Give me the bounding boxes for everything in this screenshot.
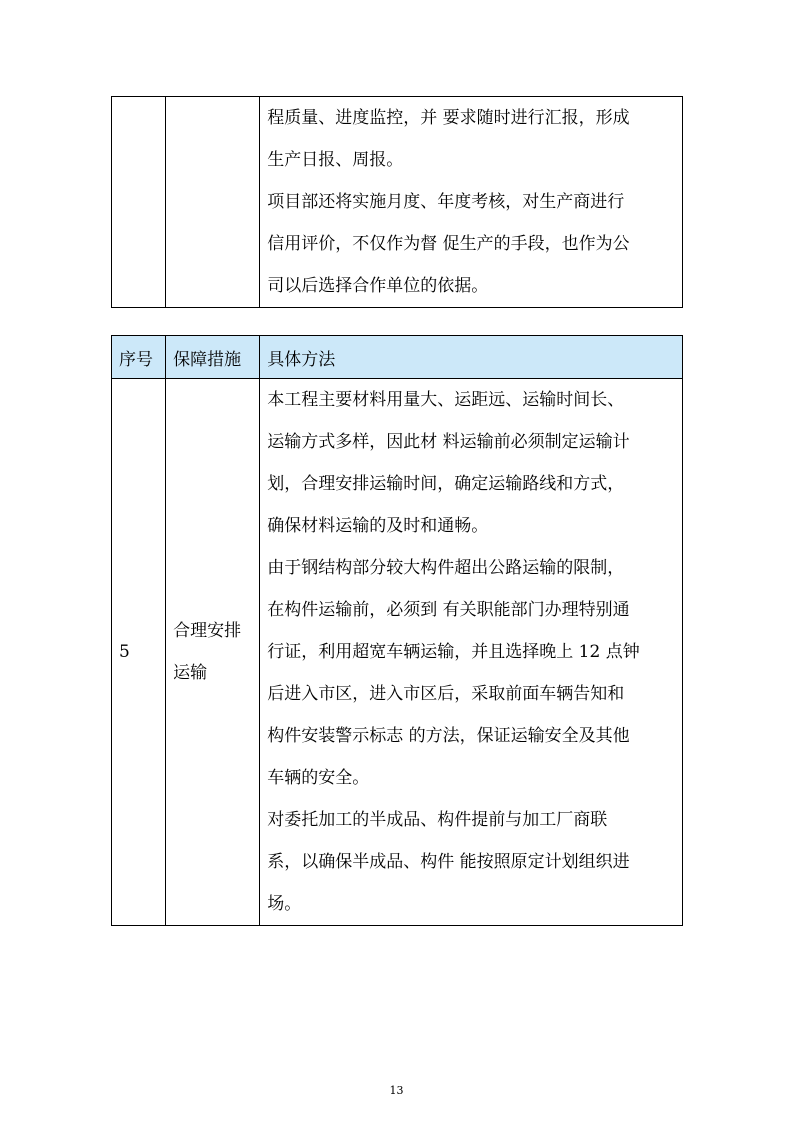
method-line: 后进入市区，进入市区后，采取前面车辆告知和 [267, 684, 625, 704]
method-line: 系，以确保半成品、构件 能按照原定计划组织进 [267, 852, 630, 872]
method-line: 本工程主要材料用量大、运距远、运输时间长、 [267, 390, 625, 410]
method-line: 行证，利用超宽车辆运输，并且选择晚上 12 点钟 [267, 642, 640, 662]
method-line: 信用评价，不仅作为督 促生产的手段，也作为公 [267, 234, 630, 254]
method-line: 由于钢结构部分较大构件超出公路运输的限制， [267, 558, 625, 578]
method-cell [260, 97, 683, 308]
page-number: 13 [389, 1084, 404, 1097]
method-line: 项目部还将实施月度、年度考核，对生产商进行 [267, 192, 625, 212]
method-line: 生产日报、周报。 [267, 150, 404, 170]
measure-line: 运输 [173, 663, 208, 683]
method-cell [260, 379, 683, 926]
method-line: 构件安装警示标志 的方法，保证运输安全及其他 [267, 726, 630, 746]
measure-cell [166, 97, 260, 308]
continued-table [111, 96, 683, 308]
method-line: 车辆的安全。 [267, 768, 370, 788]
method-line: 确保材料运输的及时和通畅。 [267, 516, 489, 536]
table-header-row [112, 336, 683, 379]
measures-table [111, 335, 683, 926]
measure-cell [166, 379, 260, 926]
header-method: 具体方法 [260, 336, 683, 379]
number-cell: 5 [112, 379, 166, 926]
method-line: 对委托加工的半成品、构件提前与加工厂商联 [267, 810, 608, 830]
method-line: 运输方式多样，因此材 料运输前必须制定运输计 [267, 432, 630, 452]
number-cell [112, 97, 166, 308]
table-row [112, 379, 683, 926]
method-line: 程质量、进度监控，并 要求随时进行汇报，形成 [267, 108, 630, 128]
table-row [112, 97, 683, 308]
measure-line: 合理安排 [173, 621, 242, 641]
method-line: 场。 [267, 894, 302, 914]
method-line: 司以后选择合作单位的依据。 [267, 276, 489, 296]
header-number: 序号 [112, 336, 166, 379]
header-measure: 保障措施 [166, 336, 260, 379]
method-line: 在构件运输前，必须到 有关职能部门办理特别通 [267, 600, 630, 620]
method-line: 划，合理安排运输时间，确定运输路线和方式， [267, 474, 625, 494]
